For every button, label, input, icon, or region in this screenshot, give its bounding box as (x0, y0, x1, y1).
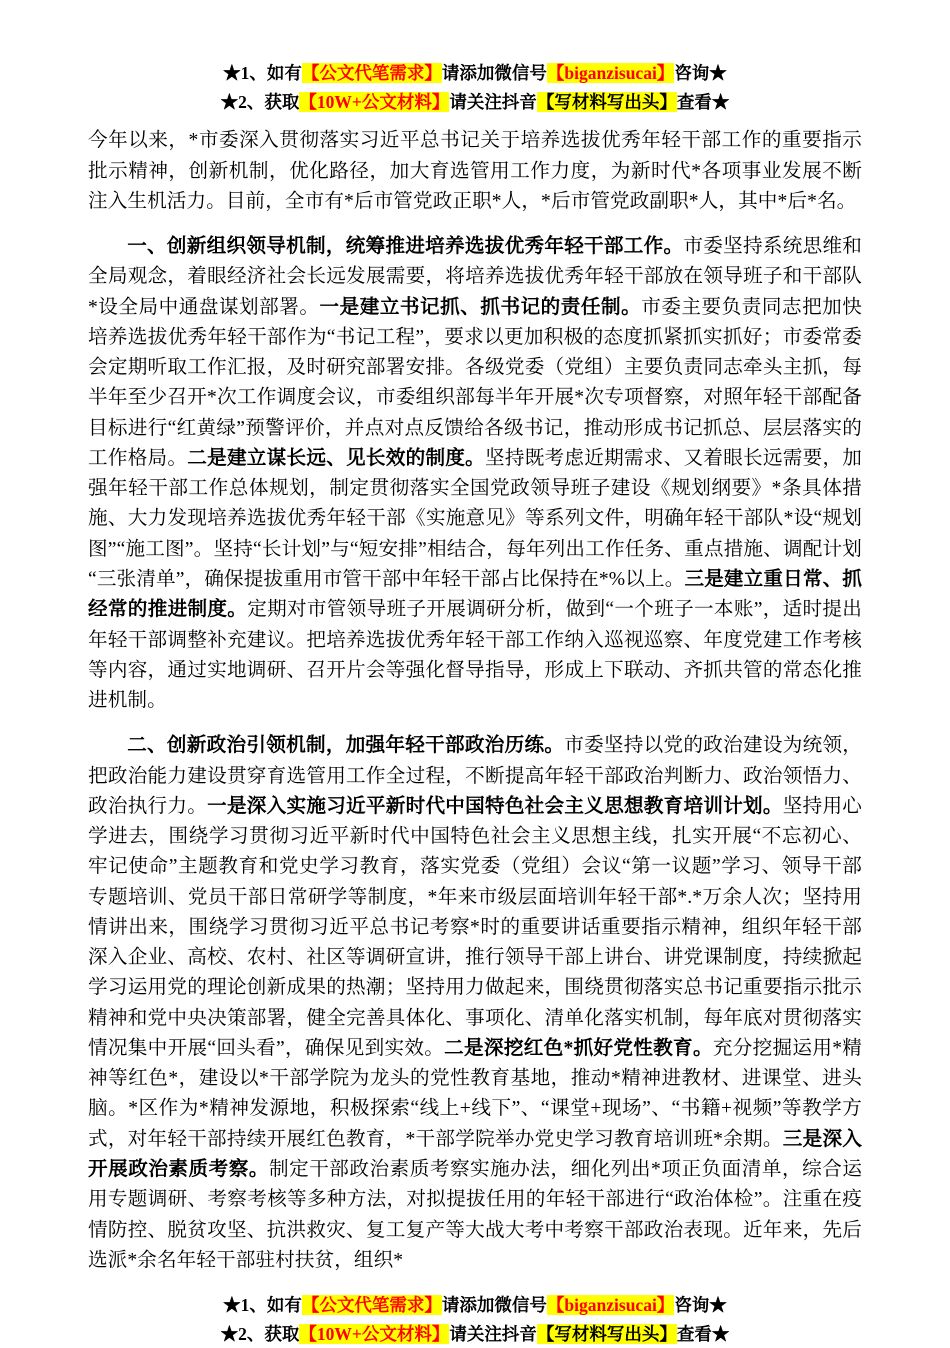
section-2-point-3: 三是深入开展政治素质考察。 (88, 1128, 862, 1181)
paragraph-section-1 (88, 232, 862, 716)
promo-prefix: ★1、如有 (223, 1295, 302, 1316)
promo-middle: 请添加微信号 (441, 63, 547, 83)
promo-highlight-wechat: 【biganzisucai】 (546, 1295, 675, 1316)
paragraph-section-2 (88, 731, 862, 1276)
section-2-text-1: 市委坚持以党的政治建设为统领，把政治能力建设贯穿育选管用工作全过程，不断提高年轻干部政治判断力、政治领悟力、政治执行力。 (88, 735, 862, 817)
promo-line-2 (88, 89, 862, 116)
section-1-point-2: 二是建立谋长远、见长效的制度。 (187, 447, 485, 469)
section-2-point-1: 一是深入实施习近平新时代中国特色社会主义思想教育培训计划。 (207, 795, 783, 817)
promo-banner-bottom (88, 1292, 862, 1348)
promo-suffix: 咨询★ (674, 1295, 727, 1316)
promo-middle: 请关注抖音 (449, 92, 537, 113)
section-1-heading: 一、创新组织领导机制，统筹推进培养选拔优秀年轻干部工作。 (127, 236, 684, 258)
section-1-point-1: 一是建立书记抓、抓书记的责任制。 (319, 296, 642, 318)
section-2-text-3: 充分挖掘运用*精神等红色*，建设以*干部学院为龙头的党性教育基地，推动*精神进教材、进课堂、进头脑。*区作为*精神发源地，积极探索“线上+线下”、“课堂+现场”、“书籍+视频”等教学方式，对年轻干部持续开展红色教育，*干部学院举办党史学习教育培训班*余期。 (88, 1037, 862, 1150)
section-1-text-2: 市委主要负责同志把加快培养选拔优秀年轻干部作为“书记工程”，要求以更加积极的态度抓紧抓实抓好；市委常委会定期听取工作汇报，及时研究部署安排。各级党委（党组）主要负责同志牵头主抓，每半年至少召开*次工作调度会议，市委组织部每半年开展*次专项督察，对照年轻干部配备目标进行“红黄绿”预警评价，并点对点反馈给各级书记，推动形成书记抓总、层层落实的工作格局。 (88, 296, 862, 469)
promo-highlight-material: 【10W+公文材料】 (299, 92, 450, 113)
section-1-text-4: 定期对市管领导班子开展调研分析，做到“一个班子一本账”，适时提出年轻干部调整补充建议。把培养选拔优秀年轻干部工作纳入巡视巡察、年度党建工作考核等内容，通过实地调研、召开片会等强化督导指导，形成上下联动、齐抓共管的常态化推进机制。 (88, 599, 862, 712)
section-2-text-2: 坚持用心学进去，围绕学习贯彻习近平新时代中国特色社会主义思想主线，扎实开展“不忘初心、牢记使命”主题教育和党史学习教育，落实党委（党组）会议“第一议题”学习、领导干部专题培训、党员干部日常研学等制度，*年来市级层面培训年轻干部*.*万余人次；坚持用情讲出来，围绕学习贯彻习近平总书记考察*时的重要讲话重要指示精神，组织年轻干部深入企业、高校、农村、社区等调研宣讲，推行领导干部上讲台、讲党课制度，持续掀起学习运用党的理论创新成果的热潮；坚持用力做起来，围绕贯彻落实总书记重要指示批示精神和党中央决策部署，健全完善具体化、事项化、清单化落实机制，每年底对贯彻落实情况集中开展“回头看”，确保见到实效。 (88, 795, 862, 1059)
promo-highlight-wechat: 【biganzisucai】 (546, 63, 675, 83)
promo-suffix: 查看★ (676, 1324, 730, 1345)
promo-prefix: ★1、如有 (223, 63, 302, 83)
promo-highlight-need: 【公文代笔需求】 (301, 63, 442, 83)
promo-prefix: ★2、获取 (220, 92, 300, 113)
promo-prefix: ★2、获取 (220, 1324, 300, 1345)
section-2-heading: 二、创新政治引领机制，加强年轻干部政治历练。 (127, 735, 565, 757)
section-1-text-1: 市委坚持系统思维和全局观念，着眼经济社会长远发展需要，将培养选拔优秀年轻干部放在领导班子和干部队*设全局中通盘谋划部署。 (88, 236, 862, 318)
promo-middle: 请关注抖音 (449, 1324, 537, 1345)
section-1-point-3: 三是建立重日常、抓经常的推进制度。 (88, 568, 863, 621)
section-2-point-2: 二是深挖红色*抓好党性教育。 (444, 1037, 713, 1059)
promo-highlight-douyin: 【写材料写出头】 (536, 92, 677, 113)
paragraph-intro: 今年以来，*市委深入贯彻落实习近平总书记关于培养选拔优秀年轻干部工作的重要指示批示精神，创新机制，优化路径，加大育选管用工作力度，为新时代*各项事业发展不断注入生机活力。目前，全市有*后市管党政正职*人，*后市管党政副职*人，其中*后*名。 (88, 130, 862, 212)
section-2-text-4: 制定干部政治素质考察实施办法，细化列出*项正负面清单，综合运用专题调研、考察考核等多种方法，对拟提拔任用的年轻干部进行“政治体检”。注重在疫情防控、脱贫攻坚、抗洪救灾、复工复产等大战大考中考察干部政治表现。近年来，先后选派*余名年轻干部驻村扶贫，组织* (88, 1159, 863, 1271)
promo-highlight-need: 【公文代笔需求】 (301, 1295, 442, 1316)
promo-banner-top (88, 60, 862, 116)
promo-middle: 请添加微信号 (441, 1295, 547, 1316)
section-1-text-3: 坚持既考虑近期需求、又着眼长远需要，加强年轻干部工作总体规划，制定贯彻落实全国党政领导班子建设《规划纲要》*条具体措施、大力发现培养选拔优秀年轻干部《实施意见》等系列文件，明确年轻干部队*设“规划图”“施工图”。坚持“长计划”与“短安排”相结合，每年列出工作任务、重点措施、调配计划“三张清单”，确保提拔重用市管干部中年轻干部占比保持在*%以上。 (88, 447, 862, 590)
promo-suffix: 咨询★ (674, 63, 727, 83)
promo-suffix: 查看★ (676, 92, 730, 113)
promo-highlight-douyin: 【写材料写出头】 (536, 1324, 677, 1345)
promo-line-3 (88, 1292, 862, 1319)
promo-highlight-material: 【10W+公文材料】 (299, 1324, 450, 1345)
promo-line-1 (88, 60, 862, 87)
